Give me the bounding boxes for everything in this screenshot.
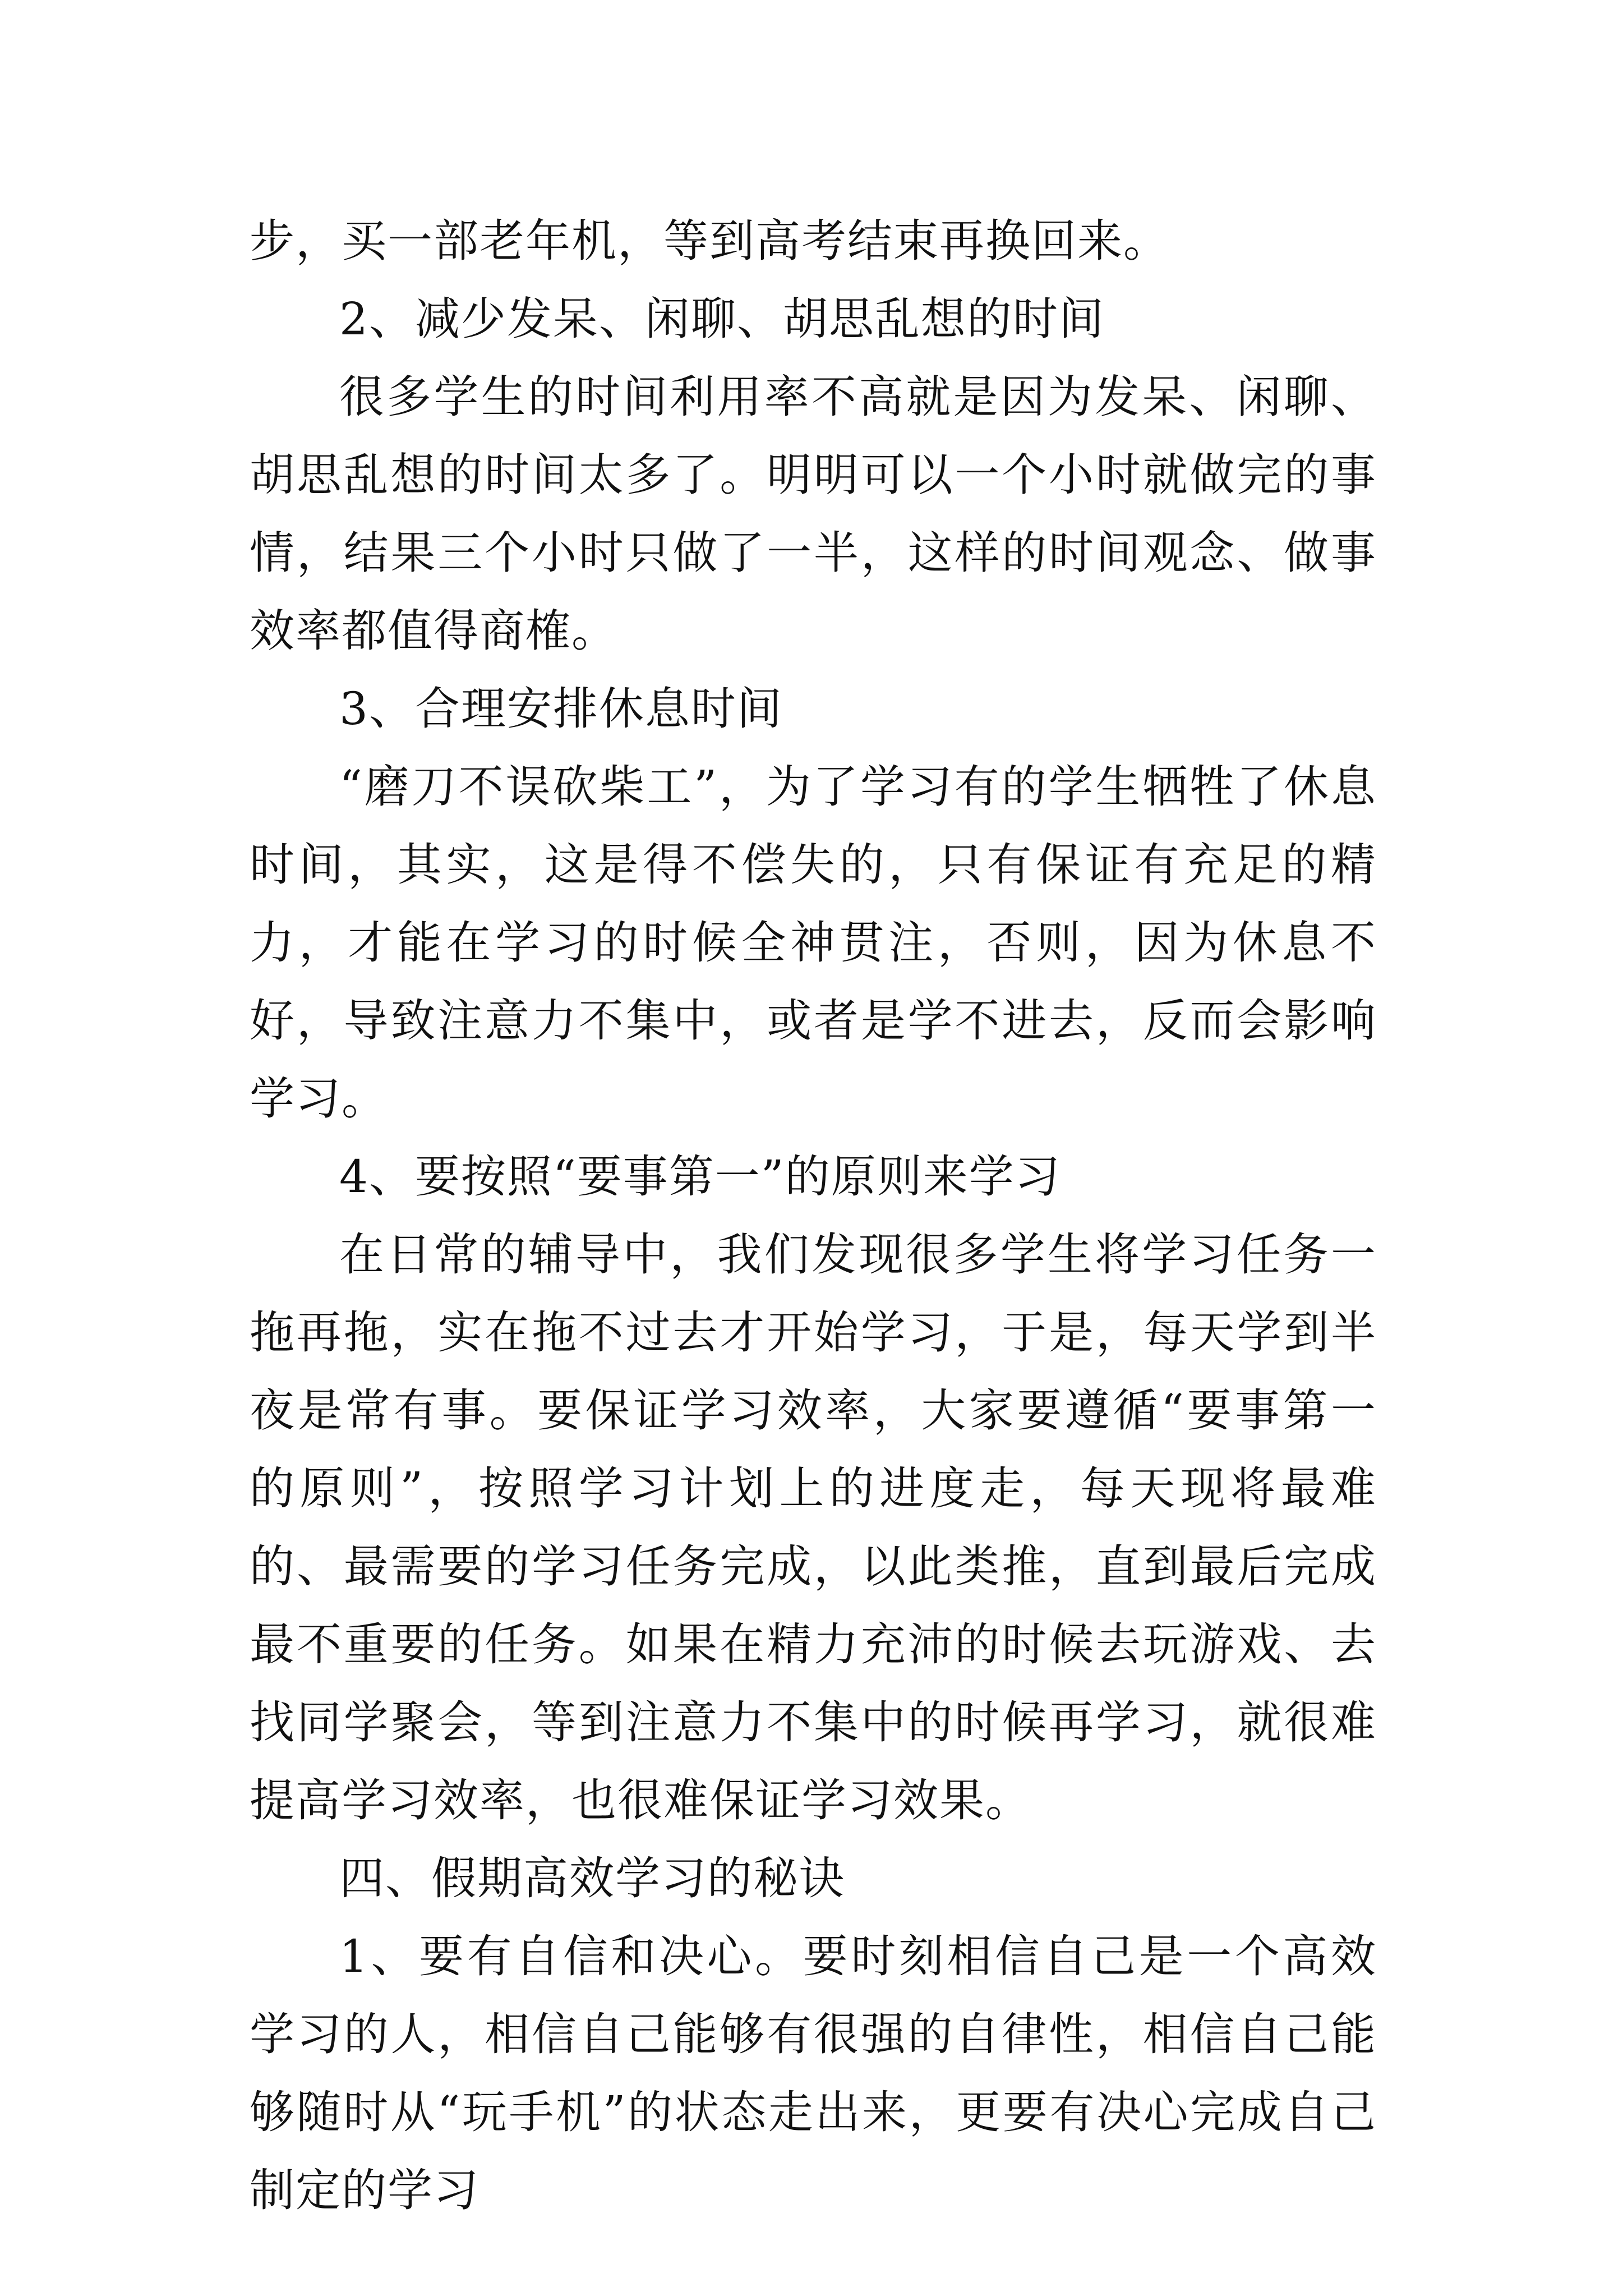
paragraph-rest-time: “磨刀不误砍柴工”，为了学习有的学生牺牲了休息时间，其实，这是得不偿失的，只有保证有充足的精力，才能在学习的时候全神贯注，否则，因为休息不好，导致注意力不集中，或者是学不进去，反而会影响学习。 xyxy=(250,761,1377,1125)
heading-rest-time: 3、合理安排休息时间 xyxy=(339,683,783,735)
heading-priority-principle: 4、要按照“要事第一”的原则来学习 xyxy=(339,1151,1061,1203)
paragraph-idle-time: 很多学生的时间利用率不高就是因为发呆、闲聊、胡思乱想的时间太多了。明明可以一个小时就做完的事情，结果三个小时只做了一半，这样的时间观念、做事效率都值得商榷。 xyxy=(250,371,1377,657)
paragraph-priority-principle: 在日常的辅导中，我们发现很多学生将学习任务一拖再拖，实在拖不过去才开始学习，于是，每天学到半夜是常有事。要保证学习效率，大家要遵循“要事第一的原则”，按照学习计划上的进度走，每天现将最难的、最需要的学习任务完成，以此类推，直到最后完成最不重要的任务。如果在精力充沛的时候去玩游戏、去找同学聚会，等到注意力不集中的时候再学习，就很难提高学习效率，也很难保证学习效果。 xyxy=(250,1228,1377,1826)
paragraph-continuation: 步，买一部老年机，等到高考结束再换回来。 xyxy=(250,215,1169,267)
heading-reduce-idle-time: 2、减少发呆、闲聊、胡思乱想的时间 xyxy=(339,293,1105,345)
paragraph-confidence: 1、要有自信和决心。要时刻相信自己是一个高效学习的人，相信自己能够有很强的自律性，相信自己能够随时从“玩手机”的状态走出来，更要有决心完成自己制定的学习 xyxy=(250,1930,1377,2216)
section-heading-efficient-study: 四、假期高效学习的秘诀 xyxy=(339,1852,845,1904)
document-body xyxy=(250,202,1377,2229)
